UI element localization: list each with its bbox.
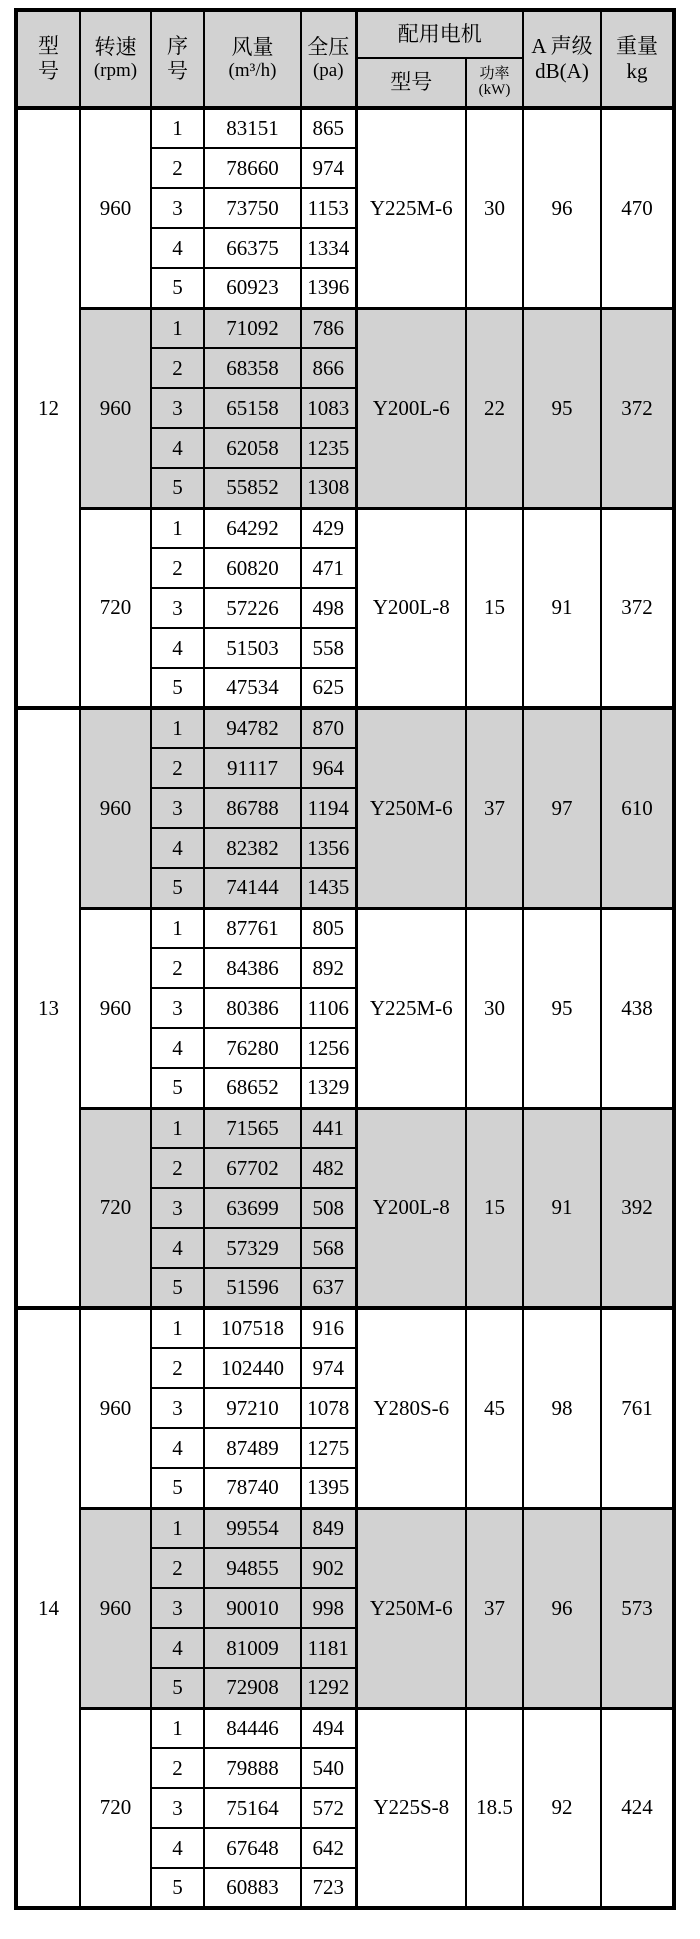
header-weight (601, 10, 674, 108)
header-speed-line1: 转速 (94, 35, 137, 60)
flow-cell: 60883 (204, 1868, 301, 1908)
index-cell: 5 (151, 868, 204, 908)
index-cell: 4 (151, 1628, 204, 1668)
speed-cell: 960 (80, 908, 151, 1108)
pressure-cell: 540 (301, 1748, 356, 1788)
pressure-cell: 916 (301, 1308, 356, 1348)
header-flow (204, 10, 301, 108)
header-motor-power-line1: 功率 (479, 65, 510, 82)
weight-cell: 372 (601, 308, 674, 508)
flow-cell: 74144 (204, 868, 301, 908)
index-cell: 1 (151, 908, 204, 948)
spec-table (14, 8, 676, 1910)
header-motor-power-line2: (kW) (478, 81, 511, 98)
flow-cell: 60820 (204, 548, 301, 588)
index-cell: 2 (151, 548, 204, 588)
pressure-cell: 723 (301, 1868, 356, 1908)
speed-cell: 960 (80, 108, 151, 308)
noise-cell: 95 (523, 908, 601, 1108)
noise-cell: 92 (523, 1708, 601, 1908)
index-cell: 5 (151, 1668, 204, 1708)
power-cell: 15 (466, 1108, 523, 1308)
speed-cell: 720 (80, 508, 151, 708)
header-motor-model: 型号 (356, 58, 466, 108)
pressure-cell: 866 (301, 348, 356, 388)
pressure-cell: 1194 (301, 788, 356, 828)
spec-table-body (16, 108, 674, 1908)
flow-cell: 57329 (204, 1228, 301, 1268)
header-flow-line1: 风量 (231, 35, 274, 60)
index-cell: 1 (151, 308, 204, 348)
index-cell: 3 (151, 788, 204, 828)
motor-model-cell: Y200L-8 (356, 1108, 466, 1308)
flow-cell: 86788 (204, 788, 301, 828)
table-row (16, 1708, 674, 1748)
index-cell: 4 (151, 1228, 204, 1268)
speed-cell: 960 (80, 1508, 151, 1708)
flow-cell: 47534 (204, 668, 301, 708)
flow-cell: 71092 (204, 308, 301, 348)
pressure-cell: 429 (301, 508, 356, 548)
motor-model-cell: Y225S-8 (356, 1708, 466, 1908)
noise-cell: 96 (523, 108, 601, 308)
index-cell: 3 (151, 388, 204, 428)
index-cell: 4 (151, 1828, 204, 1868)
pressure-cell: 625 (301, 668, 356, 708)
pressure-cell: 637 (301, 1268, 356, 1308)
weight-cell: 424 (601, 1708, 674, 1908)
index-cell: 3 (151, 1788, 204, 1828)
index-cell: 2 (151, 1548, 204, 1588)
header-motor-power (466, 58, 523, 108)
header-model-line1: 型 (38, 34, 59, 59)
pressure-cell: 974 (301, 148, 356, 188)
index-cell: 2 (151, 348, 204, 388)
header-index-line2: 号 (167, 59, 188, 83)
pressure-cell: 974 (301, 1348, 356, 1388)
header-noise (523, 10, 601, 108)
index-cell: 5 (151, 1868, 204, 1908)
speed-cell: 720 (80, 1708, 151, 1908)
pressure-cell: 572 (301, 1788, 356, 1828)
flow-cell: 57226 (204, 588, 301, 628)
flow-cell: 94782 (204, 708, 301, 748)
speed-cell: 720 (80, 1108, 151, 1308)
flow-cell: 90010 (204, 1588, 301, 1628)
motor-model-cell: Y250M-6 (356, 1508, 466, 1708)
header-weight-line1: 重量 (616, 34, 658, 59)
index-cell: 3 (151, 188, 204, 228)
pressure-cell: 786 (301, 308, 356, 348)
pressure-cell: 1256 (301, 1028, 356, 1068)
flow-cell: 71565 (204, 1108, 301, 1148)
power-cell: 18.5 (466, 1708, 523, 1908)
power-cell: 15 (466, 508, 523, 708)
motor-model-cell: Y280S-6 (356, 1308, 466, 1508)
index-cell: 5 (151, 1268, 204, 1308)
flow-cell: 83151 (204, 108, 301, 148)
flow-cell: 62058 (204, 428, 301, 468)
index-cell: 5 (151, 468, 204, 508)
motor-model-cell: Y200L-8 (356, 508, 466, 708)
pressure-cell: 568 (301, 1228, 356, 1268)
table-row (16, 1108, 674, 1148)
flow-cell: 67702 (204, 1148, 301, 1188)
index-cell: 2 (151, 1348, 204, 1388)
index-cell: 1 (151, 708, 204, 748)
model-cell: 13 (16, 708, 80, 1308)
power-cell: 37 (466, 708, 523, 908)
flow-cell: 51503 (204, 628, 301, 668)
flow-cell: 78740 (204, 1468, 301, 1508)
speed-cell: 960 (80, 708, 151, 908)
pressure-cell: 558 (301, 628, 356, 668)
pressure-cell: 642 (301, 1828, 356, 1868)
index-cell: 5 (151, 268, 204, 308)
header-index-line1: 序 (167, 34, 188, 59)
pressure-cell: 1356 (301, 828, 356, 868)
flow-cell: 51596 (204, 1268, 301, 1308)
index-cell: 4 (151, 1028, 204, 1068)
pressure-cell: 1106 (301, 988, 356, 1028)
pressure-cell: 1396 (301, 268, 356, 308)
flow-cell: 72908 (204, 1668, 301, 1708)
header-pressure-unit: (pa) (312, 60, 344, 82)
weight-cell: 761 (601, 1308, 674, 1508)
pressure-cell: 964 (301, 748, 356, 788)
flow-cell: 75164 (204, 1788, 301, 1828)
pressure-cell: 1181 (301, 1628, 356, 1668)
pressure-cell: 1235 (301, 428, 356, 468)
table-row (16, 908, 674, 948)
pressure-cell: 498 (301, 588, 356, 628)
pressure-cell: 508 (301, 1188, 356, 1228)
table-row (16, 508, 674, 548)
model-cell: 14 (16, 1308, 80, 1908)
power-cell: 30 (466, 908, 523, 1108)
power-cell: 45 (466, 1308, 523, 1508)
index-cell: 1 (151, 1708, 204, 1748)
pressure-cell: 1334 (301, 228, 356, 268)
table-row (16, 308, 674, 348)
index-cell: 1 (151, 1308, 204, 1348)
pressure-cell: 849 (301, 1508, 356, 1548)
pressure-cell: 471 (301, 548, 356, 588)
flow-cell: 81009 (204, 1628, 301, 1668)
flow-cell: 68652 (204, 1068, 301, 1108)
flow-cell: 64292 (204, 508, 301, 548)
header-pressure (301, 10, 356, 108)
noise-cell: 97 (523, 708, 601, 908)
index-cell: 4 (151, 1428, 204, 1468)
index-cell: 2 (151, 1748, 204, 1788)
header-model-line2: 号 (38, 59, 59, 83)
flow-cell: 102440 (204, 1348, 301, 1388)
header-model (16, 10, 80, 108)
header-noise-line2: dB(A) (535, 59, 589, 83)
table-row (16, 708, 674, 748)
flow-cell: 94855 (204, 1548, 301, 1588)
flow-cell: 107518 (204, 1308, 301, 1348)
power-cell: 30 (466, 108, 523, 308)
index-cell: 3 (151, 588, 204, 628)
index-cell: 2 (151, 948, 204, 988)
flow-cell: 87761 (204, 908, 301, 948)
index-cell: 4 (151, 228, 204, 268)
index-cell: 3 (151, 1188, 204, 1228)
flow-cell: 73750 (204, 188, 301, 228)
speed-cell: 960 (80, 308, 151, 508)
pressure-cell: 892 (301, 948, 356, 988)
index-cell: 1 (151, 108, 204, 148)
weight-cell: 470 (601, 108, 674, 308)
table-row (16, 1508, 674, 1548)
weight-cell: 573 (601, 1508, 674, 1708)
header-speed (80, 10, 151, 108)
flow-cell: 97210 (204, 1388, 301, 1428)
flow-cell: 84386 (204, 948, 301, 988)
index-cell: 3 (151, 1388, 204, 1428)
index-cell: 2 (151, 148, 204, 188)
flow-cell: 78660 (204, 148, 301, 188)
table-header (16, 10, 674, 108)
index-cell: 2 (151, 1148, 204, 1188)
index-cell: 1 (151, 1508, 204, 1548)
flow-cell: 60923 (204, 268, 301, 308)
noise-cell: 91 (523, 1108, 601, 1308)
flow-cell: 76280 (204, 1028, 301, 1068)
pressure-cell: 902 (301, 1548, 356, 1588)
motor-model-cell: Y225M-6 (356, 908, 466, 1108)
header-noise-line1: A 声级 (531, 34, 593, 59)
noise-cell: 95 (523, 308, 601, 508)
header-index (151, 10, 204, 108)
pressure-cell: 441 (301, 1108, 356, 1148)
pressure-cell: 1275 (301, 1428, 356, 1468)
noise-cell: 96 (523, 1508, 601, 1708)
index-cell: 1 (151, 508, 204, 548)
pressure-cell: 1329 (301, 1068, 356, 1108)
power-cell: 22 (466, 308, 523, 508)
index-cell: 1 (151, 1108, 204, 1148)
pressure-cell: 805 (301, 908, 356, 948)
pressure-cell: 494 (301, 1708, 356, 1748)
pressure-cell: 1308 (301, 468, 356, 508)
header-weight-line2: kg (626, 59, 648, 83)
pressure-cell: 1083 (301, 388, 356, 428)
header-flow-unit: (m³/h) (228, 60, 277, 82)
flow-cell: 55852 (204, 468, 301, 508)
header-pressure-line1: 全压 (307, 35, 350, 60)
pressure-cell: 1078 (301, 1388, 356, 1428)
pressure-cell: 1395 (301, 1468, 356, 1508)
index-cell: 3 (151, 1588, 204, 1628)
flow-cell: 66375 (204, 228, 301, 268)
weight-cell: 392 (601, 1108, 674, 1308)
noise-cell: 98 (523, 1308, 601, 1508)
header-speed-unit: (rpm) (93, 60, 138, 82)
flow-cell: 67648 (204, 1828, 301, 1868)
flow-cell: 68358 (204, 348, 301, 388)
index-cell: 2 (151, 748, 204, 788)
weight-cell: 438 (601, 908, 674, 1108)
pressure-cell: 998 (301, 1588, 356, 1628)
index-cell: 4 (151, 628, 204, 668)
index-cell: 4 (151, 428, 204, 468)
weight-cell: 372 (601, 508, 674, 708)
flow-cell: 91117 (204, 748, 301, 788)
motor-model-cell: Y225M-6 (356, 108, 466, 308)
flow-cell: 80386 (204, 988, 301, 1028)
table-row (16, 1308, 674, 1348)
flow-cell: 82382 (204, 828, 301, 868)
noise-cell: 91 (523, 508, 601, 708)
pressure-cell: 1435 (301, 868, 356, 908)
index-cell: 4 (151, 828, 204, 868)
power-cell: 37 (466, 1508, 523, 1708)
index-cell: 3 (151, 988, 204, 1028)
index-cell: 5 (151, 1468, 204, 1508)
pressure-cell: 870 (301, 708, 356, 748)
pressure-cell: 1153 (301, 188, 356, 228)
pressure-cell: 1292 (301, 1668, 356, 1708)
pressure-cell: 865 (301, 108, 356, 148)
table-row (16, 108, 674, 148)
index-cell: 5 (151, 1068, 204, 1108)
flow-cell: 63699 (204, 1188, 301, 1228)
flow-cell: 99554 (204, 1508, 301, 1548)
flow-cell: 84446 (204, 1708, 301, 1748)
flow-cell: 65158 (204, 388, 301, 428)
flow-cell: 79888 (204, 1748, 301, 1788)
speed-cell: 960 (80, 1308, 151, 1508)
motor-model-cell: Y250M-6 (356, 708, 466, 908)
header-motor-group: 配用电机 (356, 10, 523, 58)
motor-model-cell: Y200L-6 (356, 308, 466, 508)
pressure-cell: 482 (301, 1148, 356, 1188)
weight-cell: 610 (601, 708, 674, 908)
model-cell: 12 (16, 108, 80, 708)
flow-cell: 87489 (204, 1428, 301, 1468)
index-cell: 5 (151, 668, 204, 708)
